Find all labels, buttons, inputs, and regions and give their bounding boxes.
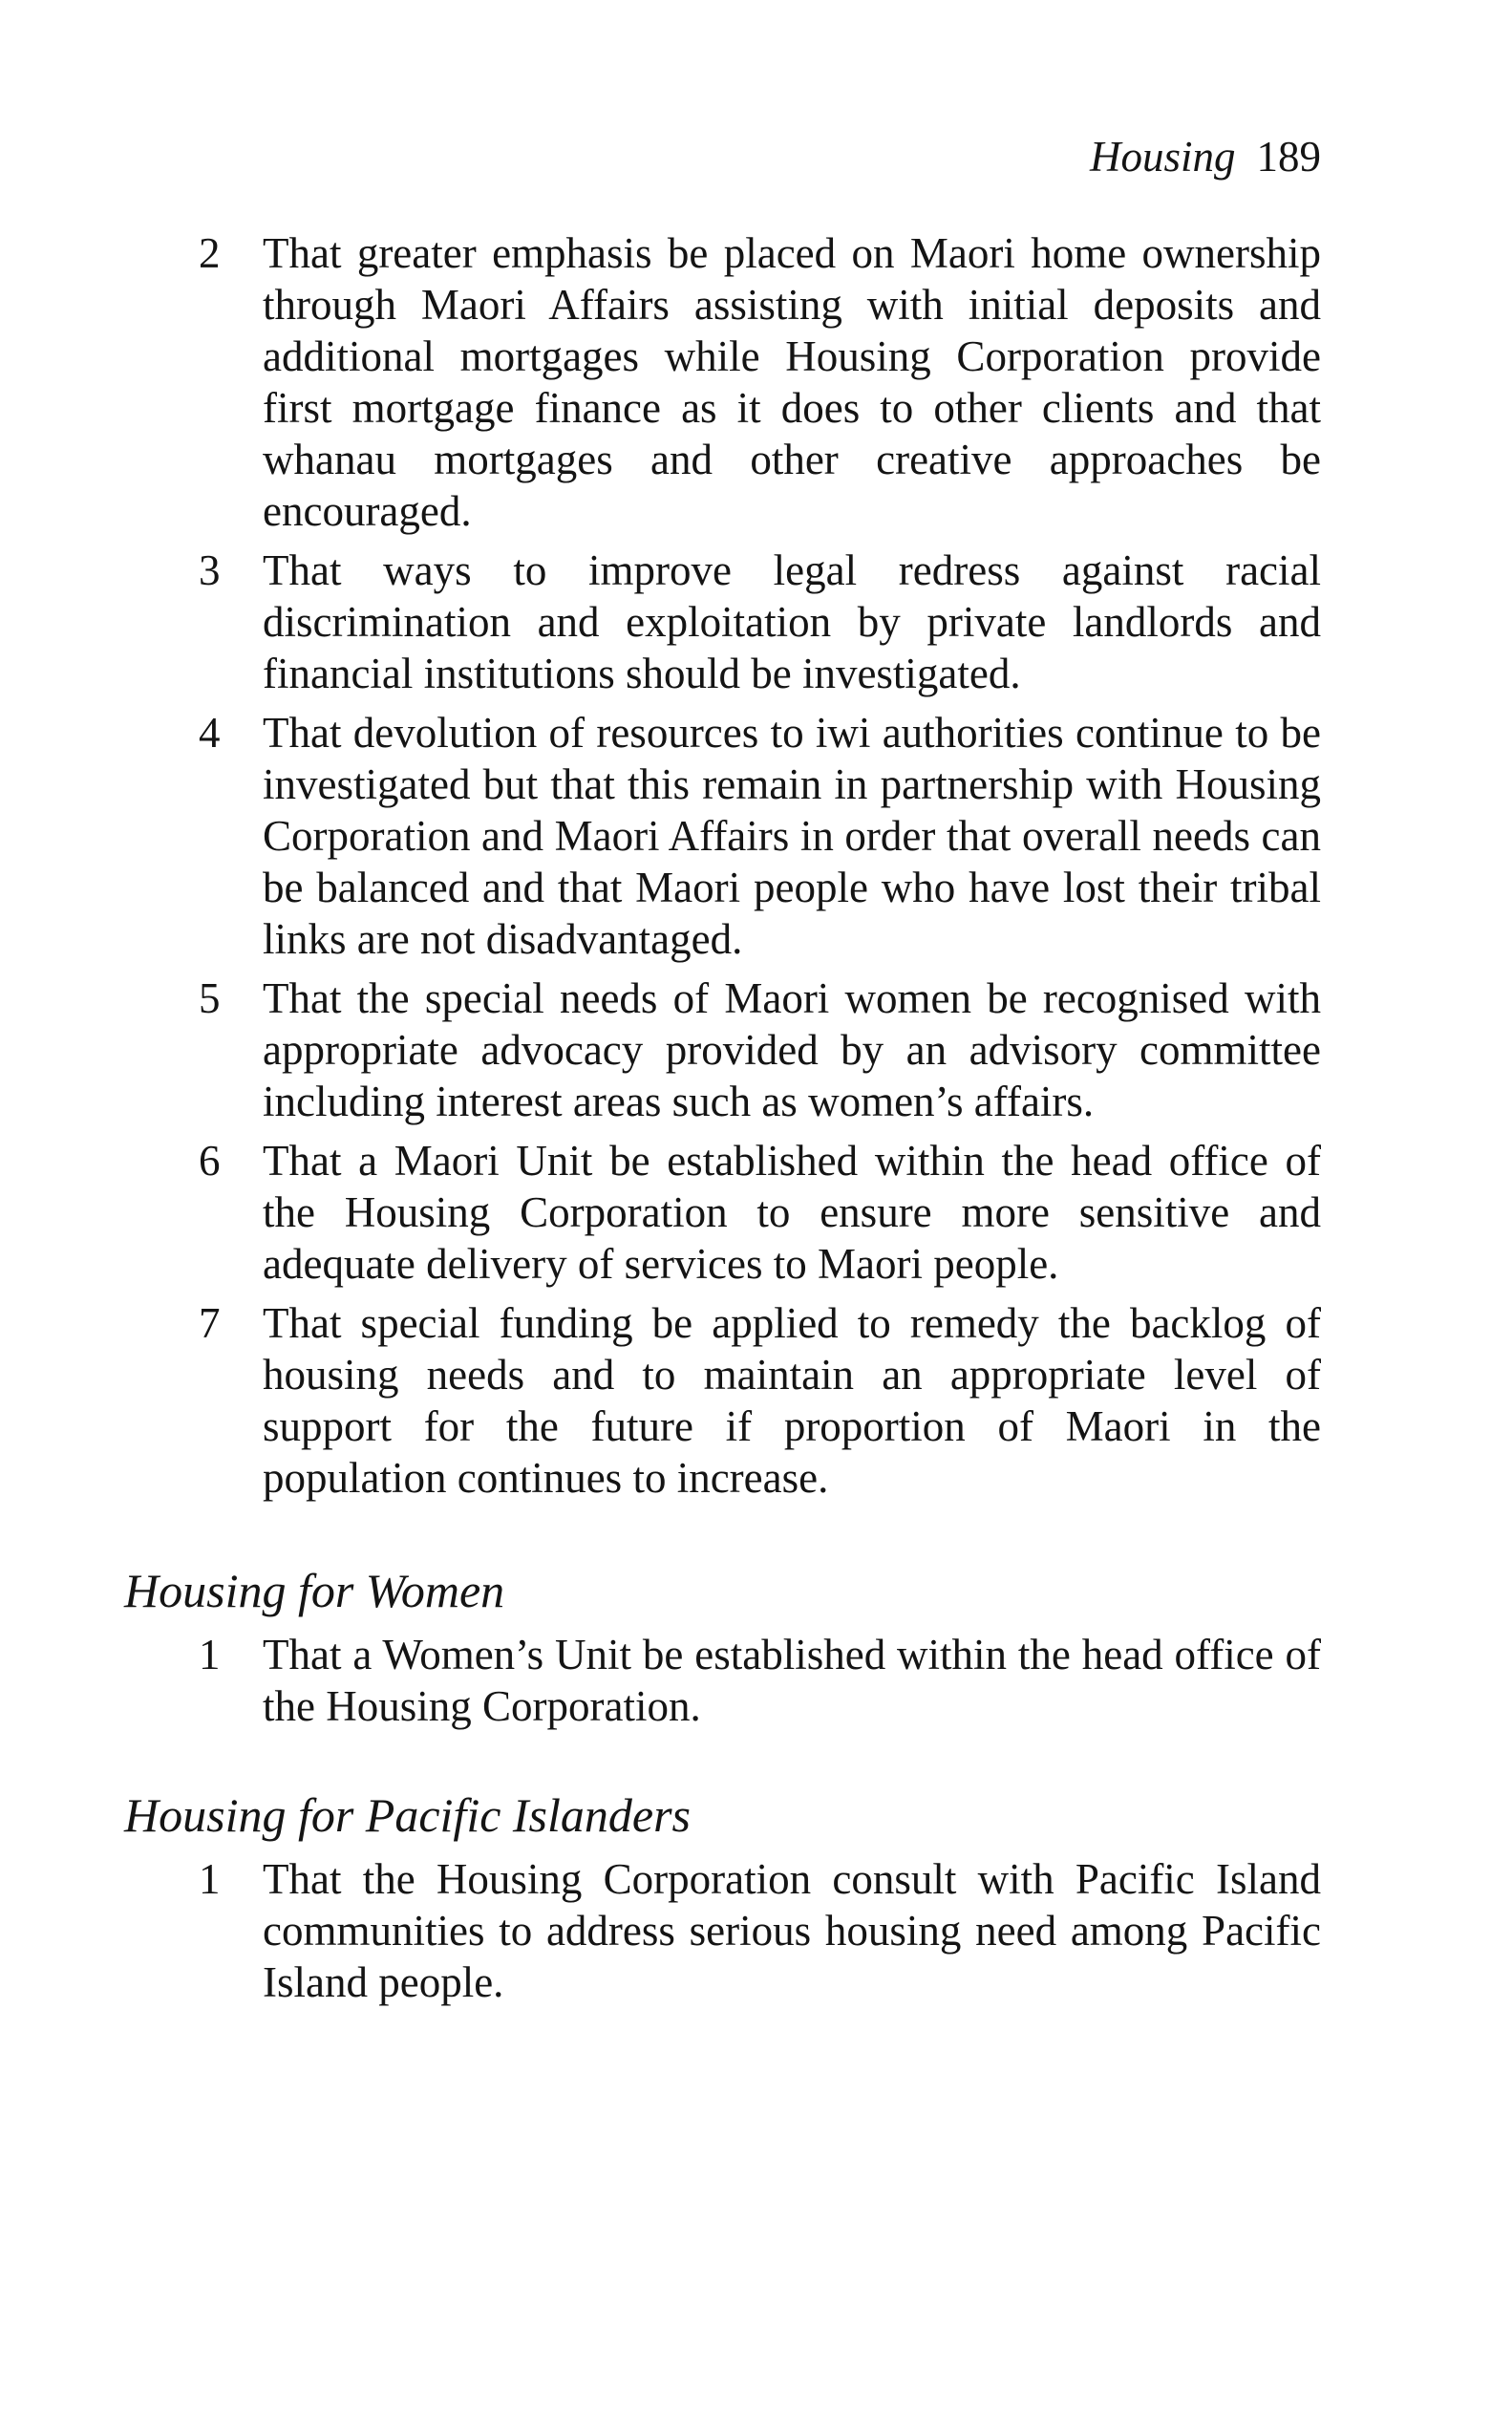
item-number: 5 (199, 974, 221, 1022)
item-number: 4 (199, 709, 221, 757)
item-text: That ways to improve legal redress against racial discrimination and exploitation by private landlords and financial institutions should be investigated. (263, 546, 1321, 697)
item-number: 3 (199, 546, 221, 594)
section-heading-women: Housing for Women (124, 1564, 505, 1617)
list-item (191, 1853, 1321, 2008)
list-item (191, 707, 1321, 965)
pacific-recommendations-list (191, 1853, 1321, 2016)
list-item (191, 545, 1321, 699)
item-number: 2 (199, 229, 221, 277)
item-text: That the special needs of Maori women be recognised with appropriate advocacy provided by an advisory committee including interest areas such as women’s affairs. (263, 974, 1321, 1125)
women-recommendations-list (191, 1629, 1321, 1740)
list-item (191, 1135, 1321, 1290)
list-item (191, 1297, 1321, 1504)
item-text: That a Women’s Unit be established within the head office of the Housing Corporation. (263, 1631, 1321, 1730)
list-item (191, 1629, 1321, 1732)
list-item (191, 227, 1321, 537)
item-text: That special funding be applied to remedy the backlog of housing needs and to maintain an appropriate level of support for the future if proportion of Maori in the population continues to increase. (263, 1299, 1321, 1502)
item-text: That greater emphasis be placed on Maori home ownership through Maori Affairs assisting with initial deposits and additional mortgages while Housing Corporation provide first mortgage finance as it does to other clients and that whanau mortgages and other creative approaches be encouraged. (263, 229, 1321, 535)
running-head (1089, 133, 1321, 181)
page-number: 189 (1256, 133, 1321, 181)
section-heading-pacific: Housing for Pacific Islanders (124, 1788, 692, 1842)
item-text: That a Maori Unit be established within the head office of the Housing Corporation to ensure more sensitive and adequate delivery of services to Maori people. (263, 1137, 1321, 1288)
item-number: 1 (199, 1855, 221, 1903)
item-text: That devolution of resources to iwi authorities continue to be investigated but that this remain in partnership with Housing Corporation and Maori Affairs in order that overall needs can be balanced and that Maori people who have lost their tribal links are not disadvantaged. (263, 709, 1321, 963)
item-number: 7 (199, 1299, 221, 1347)
item-number: 6 (199, 1137, 221, 1185)
item-text: That the Housing Corporation consult with Pacific Island communities to address serious housing need among Pacific Island people. (263, 1855, 1321, 2006)
item-number: 1 (199, 1631, 221, 1678)
running-head-title: Housing (1089, 133, 1236, 181)
maori-recommendations-list (191, 227, 1321, 1511)
list-item (191, 972, 1321, 1127)
